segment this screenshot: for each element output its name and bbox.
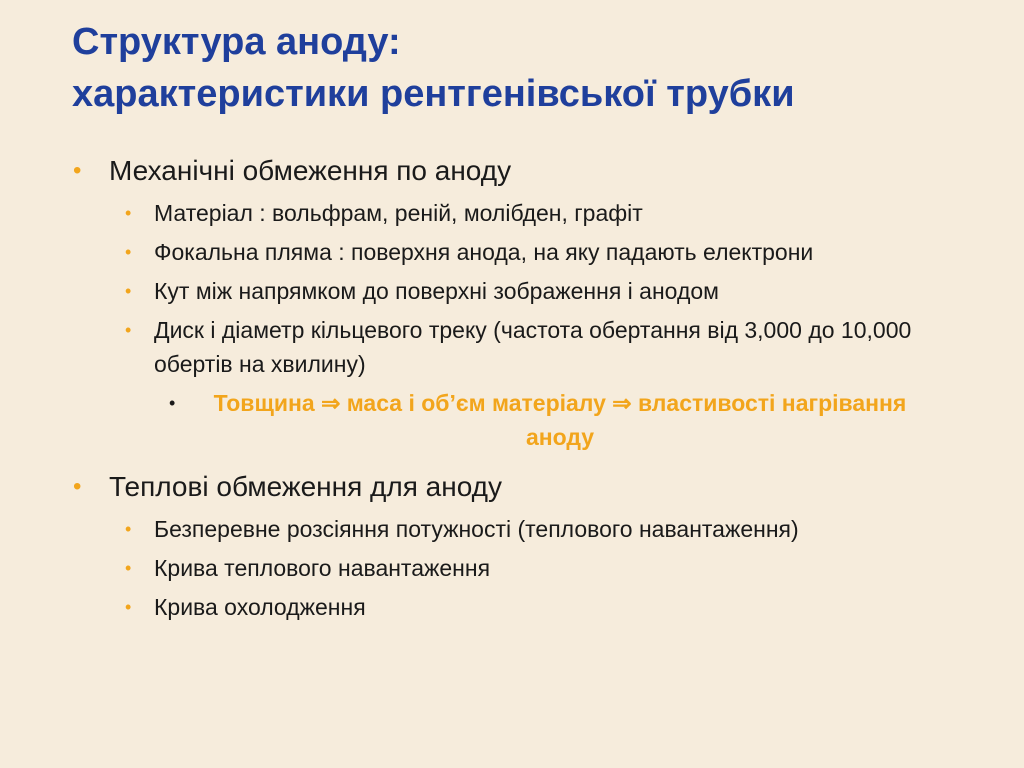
bullet-icon: • [73,157,82,184]
title-line-2: характеристики рентгенівської трубки [72,73,795,115]
list-item [72,313,972,381]
list-item [72,590,972,624]
list-item [72,551,972,585]
list-item-text: Безперевне розсіяння потужності (теплового навантаження) [154,516,799,542]
highlighted-note: Товщина ⇒ маса і об’єм матеріалу ⇒ властивості нагрівання аноду [213,390,907,450]
slide-title [72,16,992,120]
bullet-icon: • [125,519,132,539]
title-line-1: Структура аноду: [72,21,401,63]
bullet-icon: • [73,473,82,500]
bullet-list [72,152,972,629]
section-thermal [72,468,972,506]
section-heading: Теплові обмеження для аноду [109,471,502,502]
sub-note-item [72,386,972,454]
bullet-icon: • [125,558,132,578]
list-item [72,274,972,308]
bullet-icon: • [125,281,132,301]
bullet-icon: • [125,320,132,340]
list-item [72,512,972,546]
section-mechanical [72,152,972,190]
list-item [72,196,972,230]
section-heading: Механічні обмеження по аноду [109,155,512,186]
list-item-text: Фокальна пляма : поверхня анода, на яку падають електрони [154,239,814,265]
bullet-icon: • [125,203,132,223]
list-item-text: Крива теплового навантаження [154,555,491,581]
list-item-text: Крива охолодження [154,594,366,620]
list-item-text: Кут між напрямком до поверхні зображення і анодом [154,278,719,304]
bullet-icon: • [169,393,176,413]
list-item-text: Диск і діаметр кільцевого треку (частота обертання від 3,000 до 10,000 обертів на хвилину) [154,317,912,377]
bullet-icon: • [125,242,132,262]
list-item [72,235,972,269]
bullet-icon: • [125,597,132,617]
list-item-text: Матеріал : вольфрам, реній, молібден, графіт [154,200,643,226]
